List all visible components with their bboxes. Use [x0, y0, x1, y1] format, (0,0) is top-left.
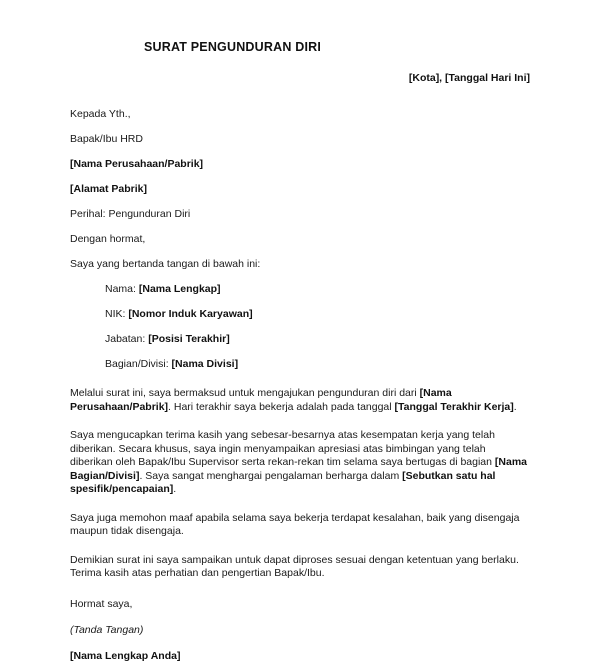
paragraph-apology: Saya juga memohon maaf apabila selama saya bekerja terdapat kesalahan, baik yang disengaja maupun tidak disengaja.	[70, 511, 520, 537]
recipient-address: [Alamat Pabrik]	[70, 183, 148, 195]
para1-text-part-2: . Hari terakhir saya bekerja adalah pada tanggal	[168, 400, 395, 413]
detail-value-jabatan: [Posisi Terakhir]	[148, 333, 230, 345]
paragraph-gratitude	[70, 429, 530, 497]
list-item	[70, 283, 530, 296]
signature-placeholder: (Tanda Tangan)	[70, 623, 144, 636]
para2-placeholder-division: [Nama Bagian/Divisi]	[70, 456, 528, 482]
letter-greeting: Dengan hormat,	[70, 233, 146, 245]
letter-body	[70, 40, 530, 663]
para1-text-part-1: Melalui surat ini, saya bermaksud untuk mengajukan pengunduran diri dari	[70, 387, 420, 399]
para1-placeholder-last-date: [Tanggal Terakhir Kerja]	[394, 400, 514, 413]
para1-placeholder-company: [Nama Perusahaan/Pabrik]	[70, 387, 452, 413]
list-item	[70, 308, 530, 321]
detail-value-divisi: [Nama Divisi]	[171, 358, 239, 370]
list-item	[70, 333, 530, 346]
recipient-attention: Bapak/Ibu HRD	[70, 133, 143, 145]
page-title: SURAT PENGUNDURAN DIRI	[143, 40, 322, 54]
para2-text-part-2: . Saya sangat menghargai pengalaman berharga dalam	[139, 469, 403, 482]
letter-date-line: [Kota], [Tanggal Hari Ini]	[408, 72, 530, 84]
detail-label-divisi: Bagian/Divisi:	[105, 358, 169, 370]
recipient-company: [Nama Perusahaan/Pabrik]	[70, 158, 204, 170]
signer-name: [Nama Lengkap Anda]	[70, 649, 181, 662]
detail-label-nama: Nama:	[105, 283, 136, 295]
letter-intro: Saya yang bertanda tangan di bawah ini:	[70, 258, 261, 270]
list-item	[70, 358, 530, 371]
detail-value-nama: [Nama Lengkap]	[138, 283, 221, 295]
para2-text-part-1: Saya mengucapkan terima kasih yang sebesar-besarnya atas kesempatan kerja yang telah diberikan. Secara khusus, saya ingin menyampaikan apresiasi atas bimbingan yang telah diberikan oleh Bapak/Ibu Supervisor serta rekan-rekan tim selama saya bertugas di bagian	[70, 429, 495, 468]
signature-block	[70, 598, 530, 663]
detail-label-jabatan: Jabatan:	[105, 333, 146, 345]
para2-placeholder-achievement: [Sebutkan satu hal spesifik/pencapaian]	[70, 469, 496, 495]
paragraph-closing-statement: Demikian surat ini saya sampaikan untuk dapat diproses sesuai dengan ketentuan yang berlaku. Terima kasih atas perhatian dan pengertian Bapak/Ibu.	[70, 553, 519, 579]
closing-salutation: Hormat saya,	[70, 597, 133, 610]
para1-text-part-3: .	[513, 400, 517, 413]
paragraph-resignation-notice	[70, 387, 530, 414]
employee-details-list	[70, 283, 530, 371]
recipient-salutation: Kepada Yth.,	[70, 108, 131, 120]
para2-text-part-3: .	[173, 483, 177, 495]
detail-value-nik: [Nomor Induk Karyawan]	[128, 308, 253, 320]
letter-subject: Perihal: Pengunduran Diri	[70, 208, 191, 220]
detail-label-nik: NIK:	[105, 308, 126, 320]
